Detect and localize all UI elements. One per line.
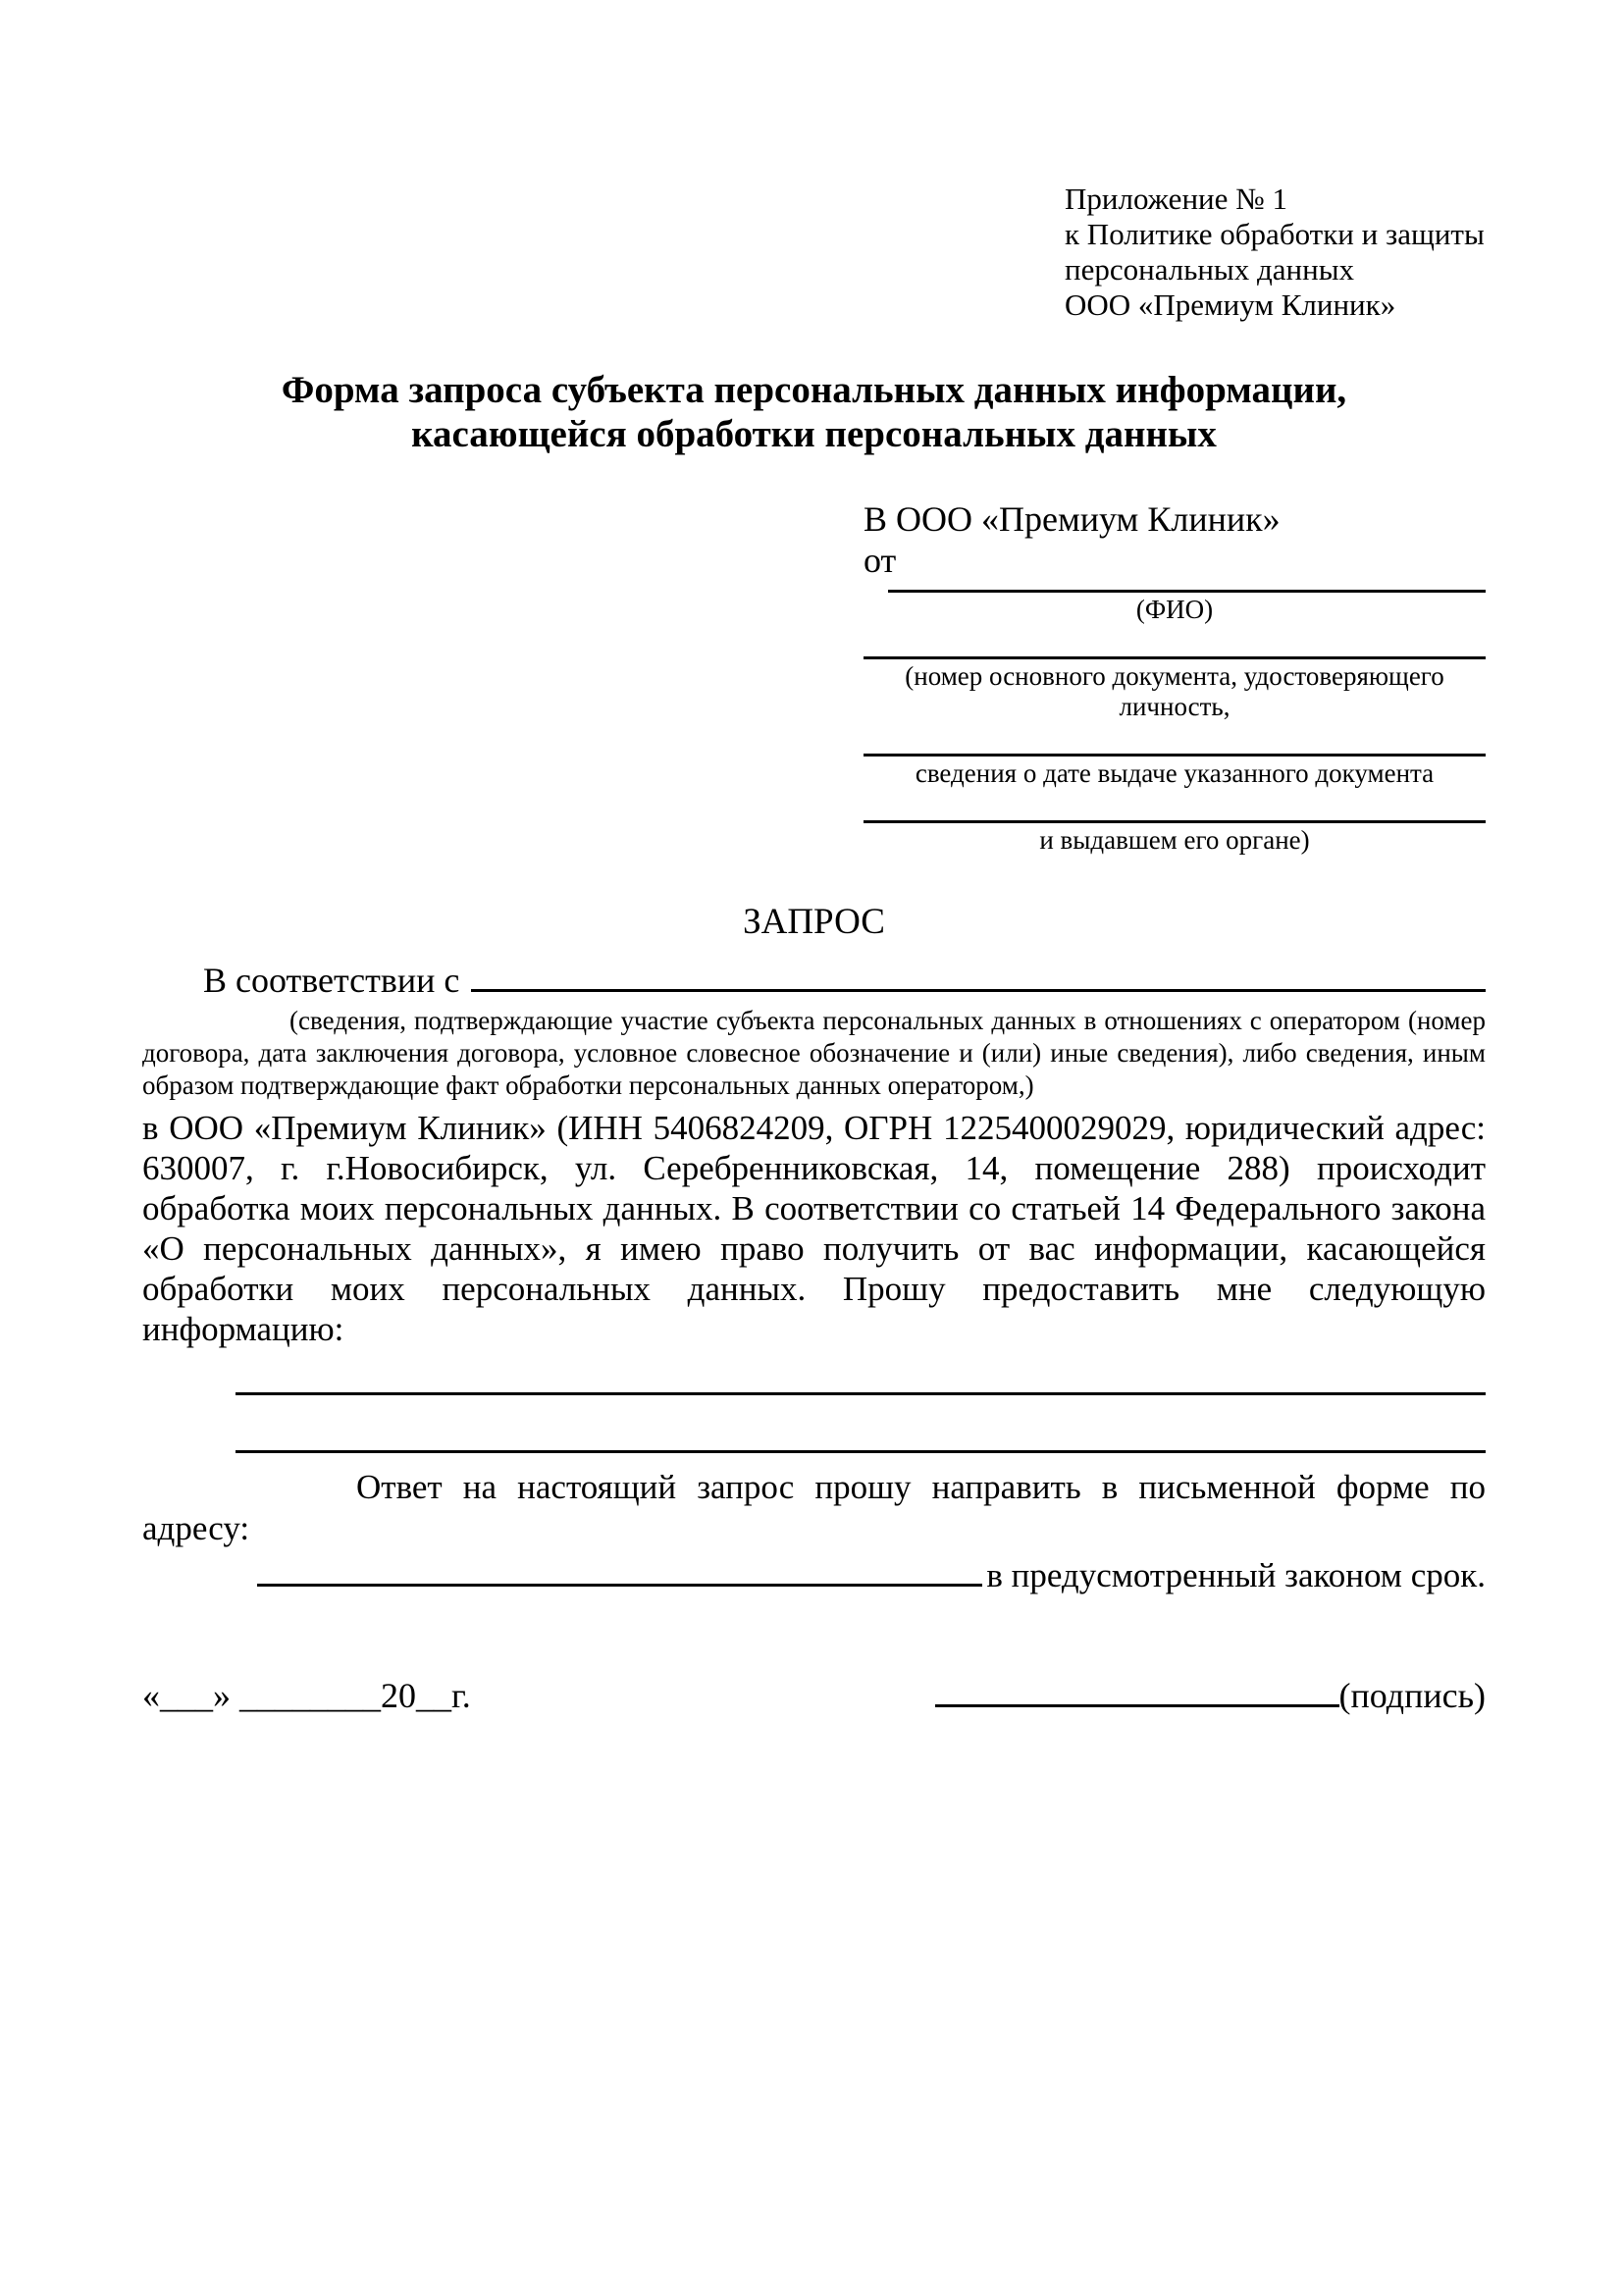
- appendix-line: ООО «Премиум Клиник»: [1065, 287, 1396, 322]
- reply-sentence: Ответ на настоящий запрос прошу направить в письменной форме по адресу:: [142, 1468, 1486, 1547]
- reply-address-line: [142, 1549, 1486, 1598]
- request-body: в ООО «Премиум Клиник» (ИНН 5406824209, ОГРН 1225400029029, юридический адрес: 630007, г. г.Новосибирск, ул. Серебренниковская, 14, помещение 288) происходит обработка моих персональных данных. В соответствии со статьей 14 Федерального закона «О персональных данных», я имею право получить от вас информации, касающейся обработки моих персональных данных. Прошу предоставить мне следующую информацию:: [142, 1109, 1486, 1348]
- accordance-blank-line: [471, 954, 1486, 992]
- document-number-blank-line: [864, 652, 1486, 659]
- signature-blank-line: [935, 1669, 1339, 1707]
- accordance-line: [142, 954, 1486, 1001]
- addressee-to: В ООО «Премиум Клиник»: [864, 499, 1281, 539]
- issuing-authority-blank-line: [864, 816, 1486, 823]
- issuing-authority-caption: и выдавшем его органе): [1039, 825, 1310, 855]
- fio-caption: (ФИО): [1135, 595, 1214, 624]
- issue-date-blank-line: [864, 750, 1486, 757]
- accordance-note: (сведения, подтверждающие участие субъекта персональных данных в отношениях с оператором (номер договора, дата заключения договора, условное словесное обозначение и (или) иные сведения), либо сведения, иным образом подтверждающие факт обработки персональных данных оператором,): [142, 1006, 1486, 1100]
- issuing-authority-field: [864, 816, 1486, 856]
- date-blank: «___» ________20__г.: [142, 1676, 471, 1715]
- fio-field: [864, 580, 1486, 625]
- appendix-line: Приложение № 1: [1065, 182, 1287, 216]
- appendix-line: персональных данных: [1065, 252, 1355, 287]
- information-blank-lines: [142, 1392, 1486, 1453]
- information-blank-line-2: [236, 1450, 1486, 1453]
- document-number-field: [864, 652, 1486, 722]
- addressee-from-label: от: [864, 541, 897, 580]
- appendix-line: к Политике обработки и защиты: [1065, 217, 1485, 251]
- document-number-caption: (номер основного документа, удостоверяющего личность,: [905, 661, 1444, 721]
- addressee-block: [864, 497, 1486, 856]
- signing-row: [142, 1669, 1486, 1717]
- issue-date-caption: сведения о дате выдаче указанного документа: [915, 758, 1435, 788]
- document-title: Форма запроса субъекта персональных данных информации, касающейся обработки персональных данных: [281, 369, 1347, 455]
- appendix-block: [1065, 182, 1486, 323]
- request-heading: ЗАПРОС: [743, 902, 885, 942]
- fio-blank-line: [888, 580, 1486, 593]
- issue-date-field: [864, 750, 1486, 789]
- signature-caption: (подпись): [1338, 1676, 1486, 1715]
- accordance-lead: В соответствии с: [203, 961, 460, 1000]
- reply-tail: в предусмотренный законом срок.: [986, 1556, 1486, 1594]
- reply-address-blank-line: [257, 1549, 982, 1587]
- information-blank-line-1: [236, 1392, 1486, 1395]
- signature-area: [935, 1669, 1486, 1717]
